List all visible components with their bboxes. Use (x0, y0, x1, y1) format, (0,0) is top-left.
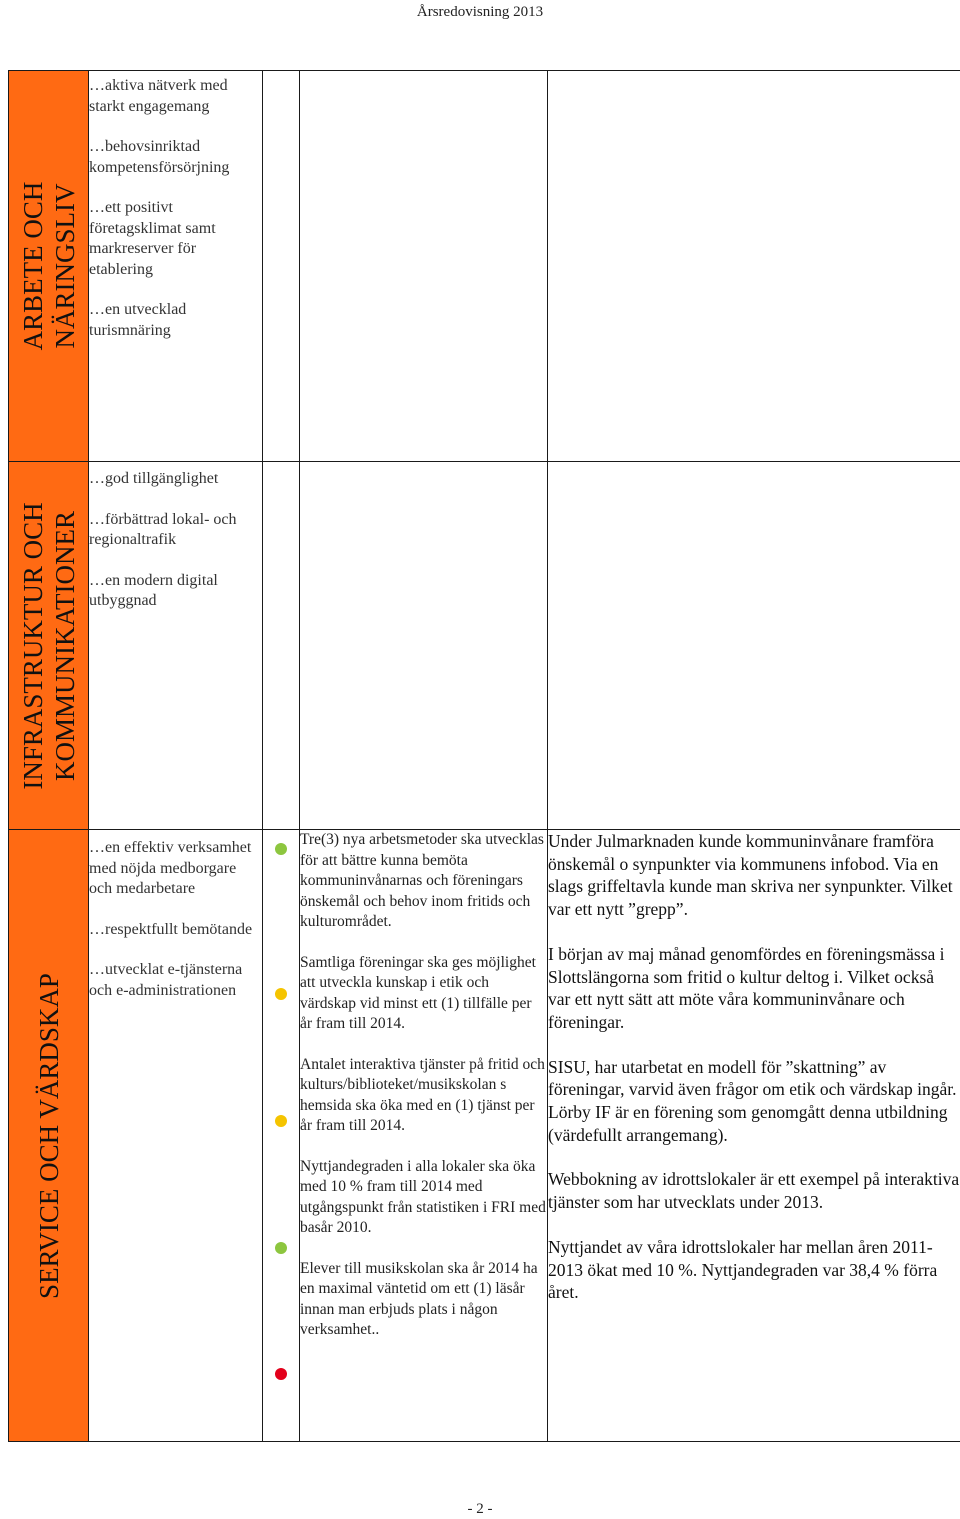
goal-item: …behovsinriktad kompetensförsörjning (89, 138, 230, 176)
results-cell (548, 71, 960, 462)
result-item: I början av maj månad genomfördes en föreningsmässa i Slottslängorna som fritid o kultur deltog i. Vilket också var ett nytt sätt att möte våra kommuninvånare och föreningar. (548, 943, 945, 1032)
area-cell (9, 830, 89, 1442)
area-label-line: INFRASTRUKTUR OCH (17, 501, 48, 790)
table-row (9, 71, 960, 462)
target-item: Nyttjandegraden i alla lokaler ska öka med 10 % fram till 2014 med utgångspunkt från statistiken i FRI med basår 2010. (300, 1157, 546, 1236)
target-item: Samtliga föreningar ska ges möjlighet att utveckla kunskap i etik och värdskap vid minst ett (1) tillfälle per år fram till 2014. (300, 953, 536, 1032)
goal-table (8, 70, 960, 1442)
results-cell (548, 830, 960, 1442)
area-label (17, 182, 81, 351)
table-row (9, 830, 960, 1442)
area-label (17, 502, 81, 789)
goal-item: …en modern digital utbyggnad (89, 571, 218, 609)
status-cell (263, 71, 300, 462)
result-item: Under Julmarknaden kunde kommuninvånare framföra önskemål o synpunkter via kommunens infobod. Via en slags griffeltavla kunde man skriva ner synpunkter. Vilket var ett nytt ”grepp”. (548, 831, 953, 920)
result-item: Nyttjandet av våra idrottslokaler har mellan åren 2011-2013 ökat med 10 %. Nyttjandegraden var 38,4 % förra året. (548, 1236, 938, 1303)
goal-item: …ett positivt företagsklimat samt markreserver för etablering (89, 199, 216, 278)
area-label-line: NÄRINGSLIV (49, 183, 80, 349)
goal-item: …aktiva nätverk med starkt engagemang (89, 77, 228, 115)
status-dot-icon (275, 1115, 287, 1127)
target-item: Antalet interaktiva tjänster på fritid och kulturs/biblioteket/musikskolan s hemsida ska öka med en (1) tjänst per år fram till 2014. (300, 1055, 545, 1134)
document-header: Årsredovisning 2013 (416, 4, 544, 20)
status-dot-icon (275, 843, 287, 855)
goal-item: …respektfullt bemötande (89, 920, 253, 938)
goals-cell (89, 71, 263, 462)
target-item: Tre(3) nya arbetsmetoder ska utvecklas för att bättre kunna bemöta kommuninvånarnas och föreningars önskemål och behov inom fritids och kulturområdet. (300, 831, 544, 930)
status-dot-icon (275, 1368, 287, 1380)
area-cell (9, 71, 89, 462)
goal-item: …god tillgänglighet (89, 470, 219, 487)
page-number: - 2 - (467, 1501, 493, 1517)
result-item: SISU, har utarbetat en modell för ”skattning” av föreningar, varvid även frågor om etik och värdskap ingår. Lörby IF är en förening som genomgått denna utbildning (värdefullt arrangemang). (548, 1056, 957, 1145)
targets-cell (300, 830, 548, 1442)
goal-item: …en utvecklad turismnäring (89, 301, 187, 339)
area-label (33, 973, 65, 1299)
goals-cell (89, 462, 263, 830)
area-label-line: ARBETE OCH (17, 181, 48, 351)
targets-cell (300, 71, 548, 462)
goal-item: …förbättrad lokal- och regionaltrafik (89, 510, 237, 548)
status-dot-icon (275, 988, 287, 1000)
status-cell (263, 462, 300, 830)
area-cell (9, 462, 89, 830)
status-dot-icon (275, 1242, 287, 1254)
area-label-line: SERVICE OCH VÄRDSKAP (33, 972, 64, 1299)
table-row (9, 462, 960, 830)
results-cell (548, 462, 960, 830)
result-item: Webbokning av idrottslokaler är ett exempel på interaktiva tjänster som har utvecklats under 2013. (548, 1169, 960, 1213)
targets-cell (300, 462, 548, 830)
goals-cell (89, 830, 263, 1442)
goal-item: …utvecklat e-tjänsterna och e-administrationen (89, 961, 243, 999)
status-cell (263, 830, 300, 1442)
target-item: Elever till musikskolan ska år 2014 ha en maximal väntetid om ett (1) läsår innan man erbjuds plats i någon verksamhet.. (300, 1259, 538, 1338)
goal-item: …en effektiv verksamhet med nöjda medborgare och medarbetare (89, 839, 252, 897)
area-label-line: KOMMUNIKATIONER (49, 510, 80, 781)
